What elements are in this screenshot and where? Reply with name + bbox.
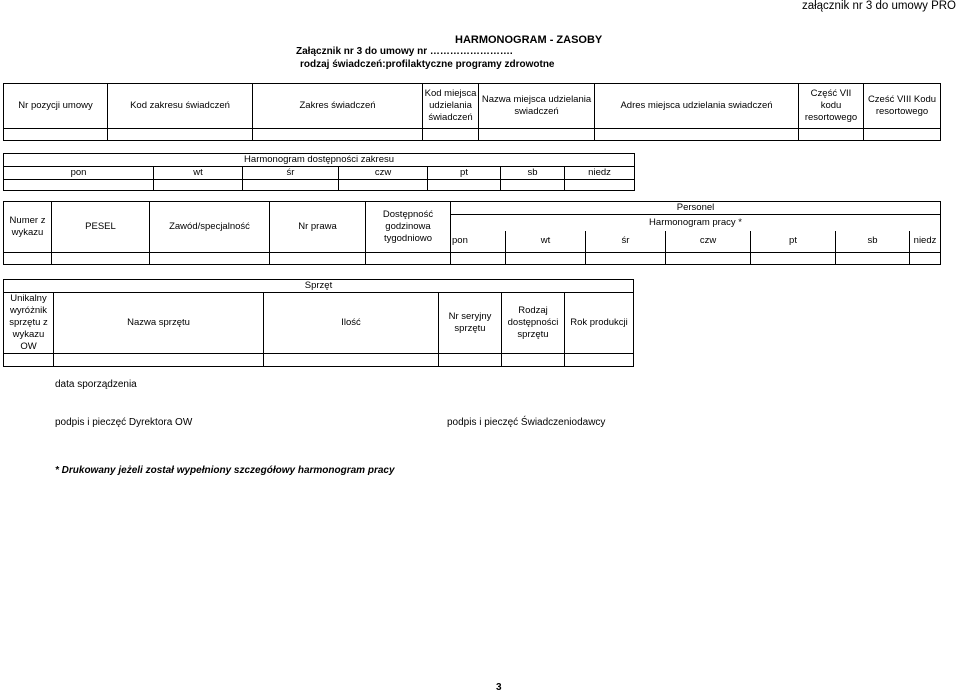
day-pt: pt (428, 167, 501, 180)
director-signature-label: podpis i pieczęć Dyrektora OW (55, 417, 193, 428)
scope-availability-table (3, 153, 635, 191)
table-cell[interactable] (4, 180, 154, 191)
table-cell[interactable] (506, 253, 586, 265)
table-cell[interactable] (253, 129, 423, 141)
table-cell[interactable] (423, 129, 479, 141)
col-license-number: Nr prawa (270, 202, 366, 253)
table-cell[interactable] (751, 253, 836, 265)
col-equipment-name: Nazwa sprzętu (54, 293, 264, 354)
table-cell[interactable] (52, 253, 150, 265)
col-weekly-availability: Dostępność godzinowa tygodniowo (366, 202, 451, 253)
day-czw: czw (666, 231, 751, 253)
table-cell[interactable] (586, 253, 666, 265)
col-service-code: Kod zakresu świadczeń (108, 84, 253, 129)
day-niedz: niedz (565, 167, 635, 180)
equipment-table (3, 279, 634, 367)
table-row (4, 354, 634, 367)
table-cell[interactable] (108, 129, 253, 141)
table-cell[interactable] (910, 253, 941, 265)
table-cell[interactable] (501, 180, 565, 191)
col-availability-type: Rodzaj dostępności sprzętu (502, 293, 565, 354)
table-cell[interactable] (366, 253, 451, 265)
table-cell[interactable] (565, 354, 634, 367)
table-cell[interactable] (666, 253, 751, 265)
provider-signature-label: podpis i pieczęć Świadczeniodawcy (447, 417, 606, 428)
col-code-part8: Cześć VIII Kodu resortowego (864, 84, 941, 129)
table-cell[interactable] (264, 354, 439, 367)
table-cell[interactable] (565, 180, 635, 191)
table-cell[interactable] (270, 253, 366, 265)
day-sb: sb (836, 231, 910, 253)
work-schedule-title: Harmonogram pracy * (451, 215, 941, 231)
table-cell[interactable] (154, 180, 243, 191)
col-profession: Zawód/specjalność (150, 202, 270, 253)
table-cell[interactable] (502, 354, 565, 367)
col-code-part7: Część VII kodu resortowego (799, 84, 864, 129)
day-sr: śr (586, 231, 666, 253)
table-cell[interactable] (150, 253, 270, 265)
col-service-scope: Zakres świadczeń (253, 84, 423, 129)
table-row (4, 129, 941, 141)
day-pt: pt (751, 231, 836, 253)
col-list-number: Numer z wykazu (4, 202, 52, 253)
table-cell[interactable] (479, 129, 595, 141)
personnel-table (3, 201, 941, 265)
contract-number-line: Załącznik nr 3 do umowy nr ……………………. (296, 46, 513, 57)
day-sb: sb (501, 167, 565, 180)
table-cell[interactable] (243, 180, 339, 191)
day-wt: wt (506, 231, 586, 253)
col-pesel: PESEL (52, 202, 150, 253)
col-serial-number: Nr seryjny sprzętu (439, 293, 502, 354)
day-sr: śr (243, 167, 339, 180)
attachment-label: załącznik nr 3 do umowy PRO (801, 0, 956, 12)
personnel-group-title: Personel (451, 202, 941, 215)
table-row (4, 180, 635, 191)
contract-table (3, 83, 941, 141)
table-cell[interactable] (4, 253, 52, 265)
table-row (4, 253, 941, 265)
equipment-group-title: Sprzęt (4, 280, 634, 293)
table-cell[interactable] (836, 253, 910, 265)
col-production-year: Rok produkcji (565, 293, 634, 354)
day-pon: pon (4, 167, 154, 180)
document-title: HARMONOGRAM - ZASOBY (455, 34, 603, 46)
table-cell[interactable] (799, 129, 864, 141)
scope-schedule-title: Harmonogram dostępności zakresu (4, 154, 635, 167)
col-place-address: Adres miejsca udzielania swiadczeń (595, 84, 799, 129)
table-cell[interactable] (428, 180, 501, 191)
col-equipment-id: Unikalny wyróżnik sprzętu z wykazu OW (4, 293, 54, 354)
col-place-name: Nazwa miejsca udzielania swiadczeń (479, 84, 595, 129)
day-czw: czw (339, 167, 428, 180)
table-cell[interactable] (4, 354, 54, 367)
date-label: data sporządzenia (55, 379, 137, 390)
col-position-number: Nr pozycji umowy (4, 84, 108, 129)
table-cell[interactable] (4, 129, 108, 141)
table-cell[interactable] (451, 253, 506, 265)
table-cell[interactable] (595, 129, 799, 141)
table-cell[interactable] (439, 354, 502, 367)
page-number: 3 (496, 682, 502, 693)
table-cell[interactable] (339, 180, 428, 191)
table-cell[interactable] (864, 129, 941, 141)
day-pon: pon (451, 231, 506, 253)
service-type-line: rodzaj świadczeń:profilaktyczne programy zdrowotne (300, 59, 555, 70)
day-niedz: niedz (910, 231, 941, 253)
col-quantity: Ilość (264, 293, 439, 354)
col-place-code: Kod miejsca udzielania świadczeń (423, 84, 479, 129)
table-cell[interactable] (54, 354, 264, 367)
day-wt: wt (154, 167, 243, 180)
footnote: * Drukowany jeżeli został wypełniony szczegółowy harmonogram pracy (55, 465, 395, 476)
